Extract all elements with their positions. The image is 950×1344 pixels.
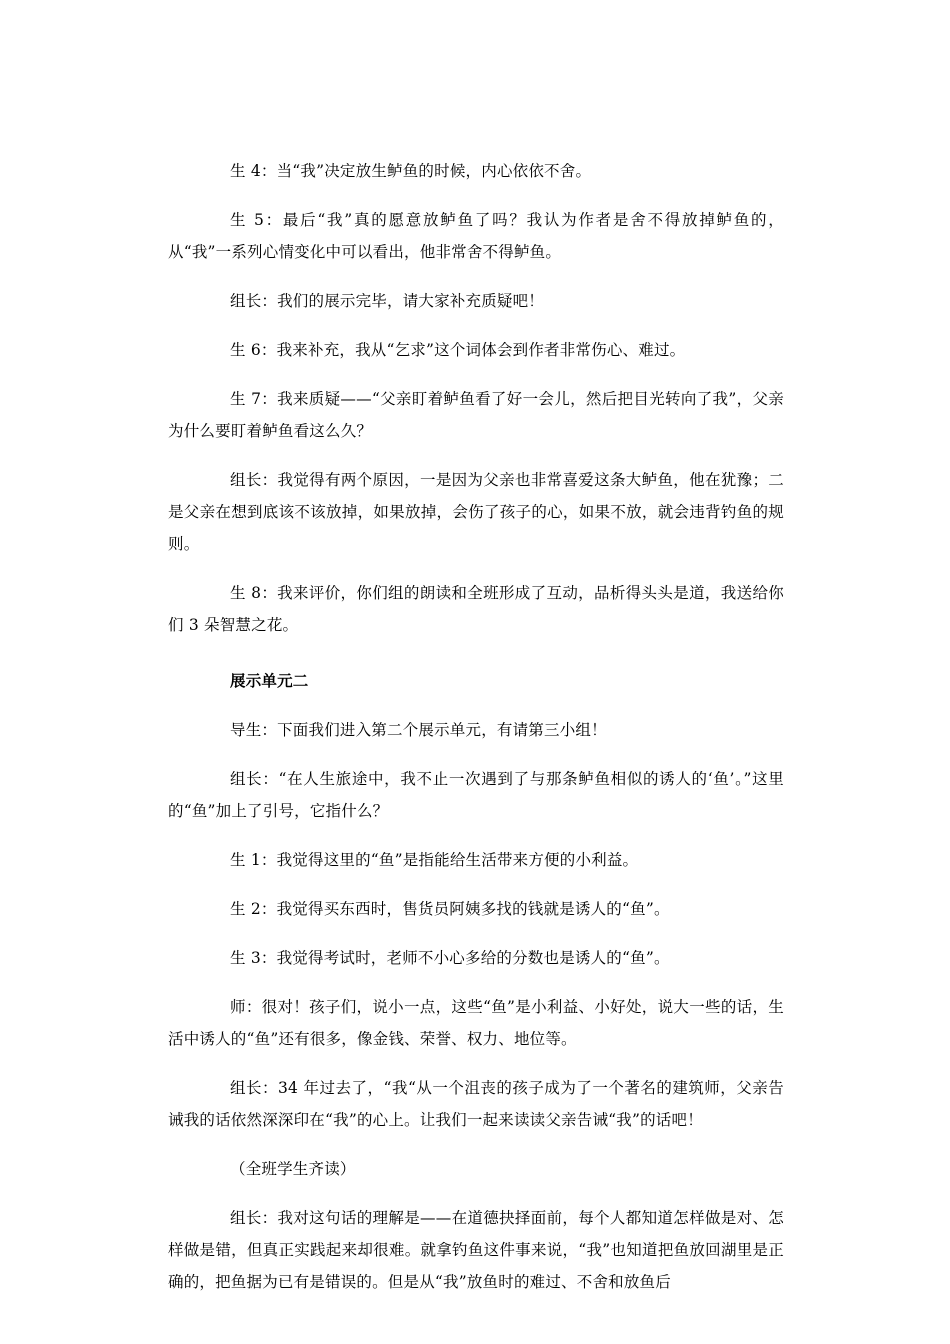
paragraph-spacer (168, 187, 784, 204)
paragraph-student-3: 生 3：我觉得考试时，老师不小心多给的分数也是诱人的“鱼”。 (230, 949, 670, 967)
paragraph-spacer (168, 447, 784, 464)
paragraph-spacer (168, 1055, 784, 1072)
paragraph-class-reading-note: （全班学生齐读） (230, 1160, 356, 1178)
paragraph-student-2: 生 2：我觉得买东西时，售货员阿姨多找的钱就是诱人的“鱼”。 (230, 900, 670, 918)
paragraph-group-leader-3: 组长：“在人生旅途中，我不止一次遇到了与那条鲈鱼相似的诱人的‘鱼’。”这里的“鱼”加上了引号，它指什么？ (168, 770, 784, 820)
paragraph-group-leader-1: 组长：我们的展示完毕，请大家补充质疑吧！ (230, 292, 545, 310)
paragraph-student-7: 生 7：我来质疑——“父亲盯着鲈鱼看了好一会儿，然后把目光转向了我”，父亲为什么要盯着鲈鱼看这么久？ (168, 390, 784, 440)
paragraph-student-1: 生 1：我觉得这里的“鱼”是指能给生活带来方便的小利益。 (230, 851, 639, 869)
paragraph-spacer (168, 317, 784, 334)
paragraph-spacer (168, 641, 784, 665)
paragraph-student-8: 生 8：我来评价，你们组的朗读和全班形成了互动，品析得头头是道，我送给你们 3 朵智慧之花。 (168, 584, 784, 634)
paragraph-spacer (168, 366, 784, 383)
document-body (168, 155, 784, 1298)
paragraph-student-4: 生 4：当“我”决定放生鲈鱼的时候，内心依依不舍。 (230, 162, 592, 180)
section-heading: 展示单元二 (230, 671, 309, 690)
paragraph-group-leader-2: 组长：我觉得有两个原因，一是因为父亲也非常喜爱这条大鲈鱼，他在犹豫；二是父亲在想到底该不该放掉，如果放掉，会伤了孩子的心，如果不放，就会违背钓鱼的规则。 (168, 471, 784, 553)
paragraph-guide-student: 导生：下面我们进入第二个展示单元，有请第三小组！ (230, 721, 607, 739)
paragraph-spacer (168, 876, 784, 893)
paragraph-student-6: 生 6：我来补充，我从“乞求”这个词体会到作者非常伤心、难过。 (230, 341, 686, 359)
paragraph-spacer (168, 827, 784, 844)
paragraph-group-leader-4: 组长：34 年过去了，“我“从一个沮丧的孩子成为了一个著名的建筑师，父亲告诫我的话依然深深印在“我”的心上。让我们一起来读读父亲告诫“我”的话吧！ (168, 1079, 784, 1129)
paragraph-spacer (168, 560, 784, 577)
paragraph-spacer (168, 925, 784, 942)
paragraph-spacer (168, 1185, 784, 1202)
paragraph-teacher: 师：很对！孩子们，说小一点，这些“鱼”是小利益、小好处，说大一些的话，生活中诱人的“鱼”还有很多，像金钱、荣誉、权力、地位等。 (168, 998, 784, 1048)
paragraph-group-leader-5: 组长：我对这句话的理解是——在道德抉择面前，每个人都知道怎样做是对、怎样做是错，但真正实践起来却很难。就拿钓鱼这件事来说，“我”也知道把鱼放回湖里是正确的，把鱼据为已有是错误的。但是从“我”放鱼时的难过、不舍和放鱼后 (168, 1209, 784, 1291)
paragraph-student-5: 生 5：最后“我”真的愿意放鲈鱼了吗？我认为作者是舍不得放掉鲈鱼的，从“我”一系列心情变化中可以看出，他非常舍不得鲈鱼。 (168, 211, 784, 261)
paragraph-spacer (168, 974, 784, 991)
paragraph-spacer (168, 697, 784, 714)
paragraph-spacer (168, 268, 784, 285)
paragraph-spacer (168, 1136, 784, 1153)
paragraph-spacer (168, 746, 784, 763)
